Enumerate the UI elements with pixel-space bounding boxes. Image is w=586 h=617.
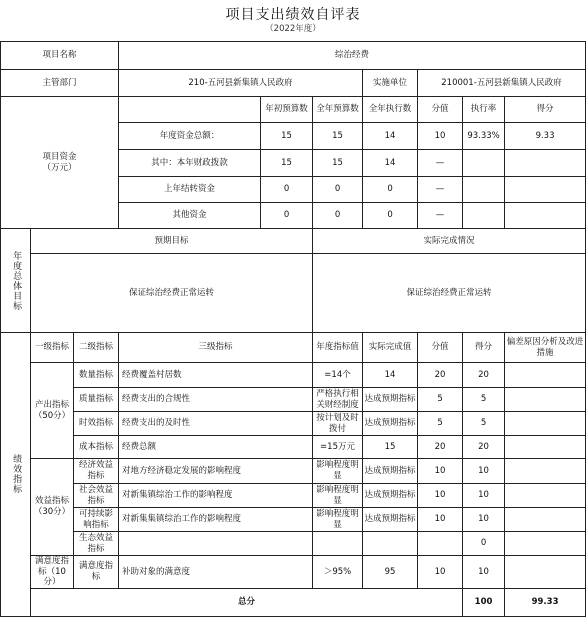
indicator-actual: 达成预期指标	[363, 508, 418, 532]
indicator-weight: 10	[418, 484, 463, 508]
funds-cell: 10	[418, 123, 463, 150]
indicator-actual: 达成预期指标	[363, 459, 418, 484]
project-name-value: 综治经费	[119, 42, 586, 70]
funds-cell	[463, 177, 505, 203]
funds-header-row	[1, 97, 586, 123]
indicator-row	[1, 363, 586, 388]
indicators-header-score: 得分	[463, 333, 505, 363]
indicator-weight: 10	[418, 556, 463, 589]
indicators-section-label-text: 绩效指标	[11, 454, 22, 495]
total-row	[1, 588, 586, 616]
funds-header-executed: 全年执行数	[363, 97, 418, 123]
indicator-score: 10	[463, 484, 505, 508]
indicator-actual: 14	[363, 363, 418, 388]
indicator-level2: 经济效益指标	[74, 459, 119, 484]
indicator-row	[1, 508, 586, 532]
indicator-score: 5	[463, 388, 505, 412]
indicator-target: 影响程度明显	[313, 484, 363, 508]
indicator-reason	[505, 436, 586, 459]
indicator-reason	[505, 363, 586, 388]
funds-cell	[505, 177, 586, 203]
indicators-header-level1: 一级指标	[31, 333, 74, 363]
funds-cell: 15	[313, 150, 363, 177]
indicator-row	[1, 436, 586, 459]
funds-cell	[505, 203, 586, 229]
funds-cell: 15	[261, 150, 313, 177]
indicator-target: =14个	[313, 363, 363, 388]
indicator-reason	[505, 556, 586, 589]
funds-row-label: 年度资金总额：	[119, 123, 261, 150]
indicator-level2: 数量指标	[74, 363, 119, 388]
funds-cell: 0	[363, 177, 418, 203]
indicator-reason	[505, 412, 586, 436]
goals-actual-header: 实际完成情况	[313, 229, 586, 254]
goals-planned-text: 保证综治经费正常运转	[31, 254, 313, 333]
indicators-header-target: 年度指标值	[313, 333, 363, 363]
funds-cell: 0	[261, 203, 313, 229]
indicator-level2: 生态效益指标	[74, 532, 119, 556]
indicator-level3: 经费总额	[119, 436, 313, 459]
indicator-level2: 时效指标	[74, 412, 119, 436]
funds-row-label: 其他资金	[119, 203, 261, 229]
indicator-weight: 5	[418, 412, 463, 436]
funds-row-label: 上年结转资金	[119, 177, 261, 203]
goals-planned-header: 预期目标	[31, 229, 313, 254]
funds-header-annual: 全年预算数	[313, 97, 363, 123]
department-row	[1, 70, 586, 97]
indicator-row	[1, 556, 586, 589]
indicator-weight: 10	[418, 508, 463, 532]
funds-cell: —	[418, 203, 463, 229]
funds-cell: 0	[313, 203, 363, 229]
indicator-actual: 达成预期指标	[363, 388, 418, 412]
indicator-score: 5	[463, 412, 505, 436]
self-evaluation-table	[0, 41, 586, 617]
indicator-level1: 满意度指标（10分）	[31, 556, 74, 589]
indicators-header-level3: 三级指标	[119, 333, 313, 363]
goals-header-row	[1, 229, 586, 254]
indicators-header-reason: 偏差原因分析及改进措施	[505, 333, 586, 363]
indicators-header-level2: 二级指标	[74, 333, 119, 363]
indicator-score: 20	[463, 363, 505, 388]
indicator-score: 0	[463, 532, 505, 556]
indicator-row	[1, 388, 586, 412]
indicator-level2: 质量指标	[74, 388, 119, 412]
funds-cell: 0	[261, 177, 313, 203]
indicator-level1: 效益指标 （30分）	[31, 459, 74, 556]
indicator-level3	[119, 532, 313, 556]
implementing-unit-label: 实施单位	[363, 70, 418, 97]
indicator-row	[1, 412, 586, 436]
total-label: 总分	[31, 588, 463, 616]
indicator-level3: 对新集镇综治工作的影响程度	[119, 484, 313, 508]
funds-cell: 15	[313, 123, 363, 150]
indicator-target: 影响程度明显	[313, 459, 363, 484]
funds-cell: —	[418, 150, 463, 177]
indicator-weight: 20	[418, 436, 463, 459]
project-name-row	[1, 42, 586, 70]
funds-cell: 14	[363, 150, 418, 177]
indicator-target: =15万元	[313, 436, 363, 459]
indicator-level2: 成本指标	[74, 436, 119, 459]
indicator-actual	[363, 532, 418, 556]
indicator-reason	[505, 532, 586, 556]
indicator-level3: 对地方经济稳定发展的影响程度	[119, 459, 313, 484]
funds-cell: 0	[313, 177, 363, 203]
funds-cell: 9.33	[505, 123, 586, 150]
indicator-row	[1, 484, 586, 508]
indicator-reason	[505, 388, 586, 412]
indicator-target: 严格执行相关财经制度	[313, 388, 363, 412]
project-name-label: 项目名称	[1, 42, 119, 70]
table-subtitle: （2022年度）	[265, 24, 321, 34]
indicator-row	[1, 459, 586, 484]
funds-cell	[505, 150, 586, 177]
department-label: 主管部门	[1, 70, 119, 97]
funds-blank-header	[119, 97, 261, 123]
department-value: 210-五河县新集镇人民政府	[119, 70, 363, 97]
indicators-header-row	[1, 333, 586, 363]
goals-content-row	[1, 254, 586, 333]
implementing-unit-value: 210001-五河县新集镇人民政府	[418, 70, 586, 97]
funds-cell	[463, 203, 505, 229]
funds-header-rate: 执行率	[463, 97, 505, 123]
indicator-level3: 经费支出的及时性	[119, 412, 313, 436]
indicator-level3: 经费覆盖村居数	[119, 363, 313, 388]
indicator-weight: 20	[418, 363, 463, 388]
indicator-level2: 可持续影响指标	[74, 508, 119, 532]
goals-actual-text: 保证综治经费正常运转	[313, 254, 586, 333]
funds-cell	[463, 150, 505, 177]
indicator-actual: 达成预期指标	[363, 484, 418, 508]
indicator-score: 20	[463, 436, 505, 459]
indicator-target	[313, 532, 363, 556]
indicator-weight: 10	[418, 459, 463, 484]
funds-header-initial: 年初预算数	[261, 97, 313, 123]
funds-header-weight: 分值	[418, 97, 463, 123]
indicator-level3: 经费支出的合规性	[119, 388, 313, 412]
indicator-target: 按计划及时拨付	[313, 412, 363, 436]
funds-cell: 0	[363, 203, 418, 229]
indicator-row	[1, 532, 586, 556]
total-weight: 100	[463, 588, 505, 616]
indicator-actual: 达成预期指标	[363, 412, 418, 436]
funds-cell: —	[418, 177, 463, 203]
total-score: 99.33	[505, 588, 586, 616]
indicator-reason	[505, 508, 586, 532]
indicator-target: ＞95%	[313, 556, 363, 589]
indicators-header-actual: 实际完成值	[363, 333, 418, 363]
indicator-level2: 社会效益指标	[74, 484, 119, 508]
indicator-level1: 产出指标 （50分）	[31, 363, 74, 459]
funds-cell: 93.33%	[463, 123, 505, 150]
funds-cell: 15	[261, 123, 313, 150]
indicators-section-label	[1, 333, 31, 617]
indicators-header-weight: 分值	[418, 333, 463, 363]
indicator-level3: 对新集集镇综治工作的影响程度	[119, 508, 313, 532]
indicator-score: 10	[463, 459, 505, 484]
indicator-target: 影响程度明显	[313, 508, 363, 532]
indicator-actual: 15	[363, 436, 418, 459]
funds-cell: 14	[363, 123, 418, 150]
goals-section-label	[1, 229, 31, 333]
indicator-score: 10	[463, 556, 505, 589]
indicator-reason	[505, 459, 586, 484]
funds-row-label: 其中：本年财政拨款	[119, 150, 261, 177]
table-title: 项目支出绩效自评表	[225, 7, 361, 23]
goals-section-label-text: 年度总体目标	[11, 250, 22, 311]
indicator-actual: 95	[363, 556, 418, 589]
funds-label: 项目资金 （万元）	[1, 97, 119, 229]
indicator-weight	[418, 532, 463, 556]
indicator-score: 10	[463, 508, 505, 532]
indicator-reason	[505, 484, 586, 508]
funds-header-score: 得分	[505, 97, 586, 123]
indicator-level2: 满意度指标	[74, 556, 119, 589]
indicator-level3: 补助对象的满意度	[119, 556, 313, 589]
indicator-weight: 5	[418, 388, 463, 412]
